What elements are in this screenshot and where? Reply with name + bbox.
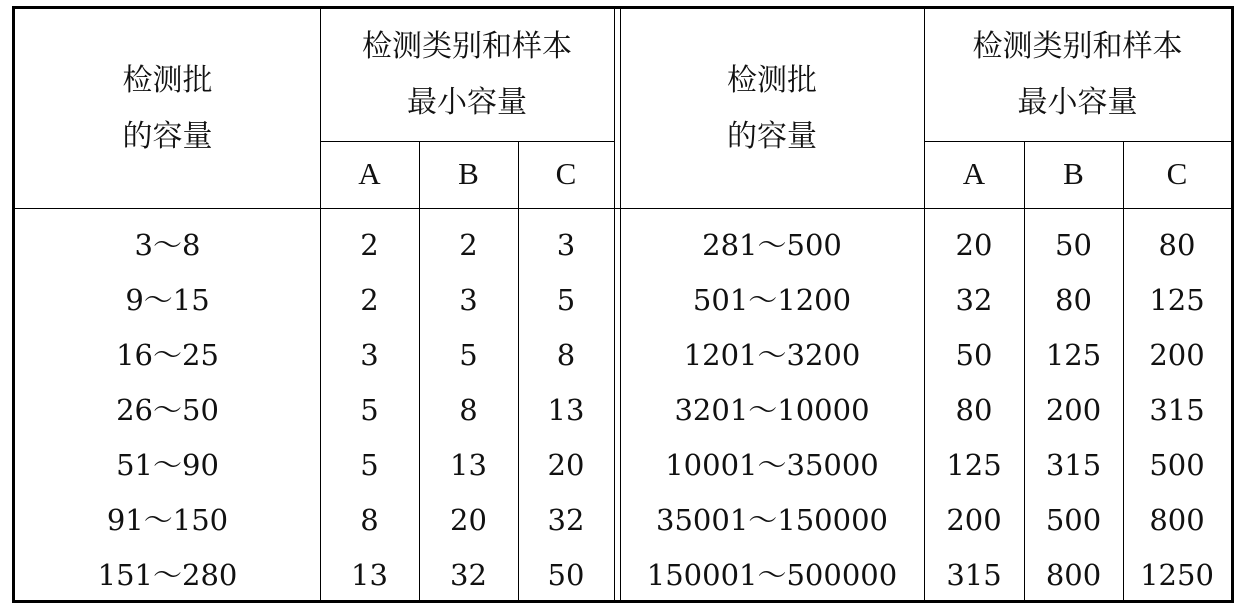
category-c-cell: 125 xyxy=(1149,283,1205,318)
batch-range-cell: 3201～10000 xyxy=(674,393,870,428)
category-c-cell: 200 xyxy=(1149,338,1205,373)
category-b-cell: 800 xyxy=(1045,558,1102,593)
category-a-cell: 315 xyxy=(946,558,1002,593)
batch-range-cell: 91～150 xyxy=(106,503,229,538)
category-b-cell: 50 xyxy=(1055,228,1092,263)
category-b-cell: 13 xyxy=(450,448,487,483)
header-text: 的容量 xyxy=(727,118,817,154)
double-divider xyxy=(614,9,615,600)
category-c-header: C xyxy=(1166,156,1188,192)
batch-size-header-left xyxy=(15,9,320,208)
category-a-cell: 125 xyxy=(946,448,1002,483)
batch-range-cell: 3～8 xyxy=(134,228,201,263)
category-b-cell: 500 xyxy=(1045,503,1102,538)
batch-range-cell: 1201～3200 xyxy=(683,338,861,373)
category-c-cell: 5 xyxy=(556,283,576,318)
category-b-cell: 80 xyxy=(1055,283,1092,318)
batch-range-cell: 281～500 xyxy=(702,228,842,263)
batch-range-cell: 35001～150000 xyxy=(656,503,888,538)
batch-range-cell: 150001～500000 xyxy=(646,558,898,593)
category-b-header: B xyxy=(1063,156,1084,192)
category-a-cell: 200 xyxy=(946,503,1002,538)
header-text: 最小容量 xyxy=(1017,85,1138,120)
category-a-cell: 2 xyxy=(360,283,379,318)
category-c-cell: 315 xyxy=(1149,393,1205,428)
batch-range-cell: 51～90 xyxy=(116,448,219,483)
batch-range-cell: 151～280 xyxy=(97,558,238,593)
category-a-cell: 80 xyxy=(955,393,993,428)
category-c-cell: 20 xyxy=(547,448,585,483)
header-text: 检测类别和样本 xyxy=(972,29,1183,64)
category-c-cell: 3 xyxy=(556,228,576,263)
category-b-cell: 3 xyxy=(459,283,478,318)
category-c-cell: 1250 xyxy=(1140,558,1214,593)
batch-range-cell: 10001～35000 xyxy=(665,448,879,483)
category-c-cell: 50 xyxy=(547,558,585,593)
category-b-cell: 20 xyxy=(450,503,487,538)
category-b-cell: 32 xyxy=(450,558,487,593)
category-a-cell: 50 xyxy=(955,338,993,373)
category-c-cell: 500 xyxy=(1149,448,1205,483)
category-b-cell: 315 xyxy=(1045,448,1102,483)
category-a-cell: 20 xyxy=(955,228,993,263)
category-c-cell: 80 xyxy=(1158,228,1196,263)
batch-range-cell: 501～1200 xyxy=(692,283,852,318)
category-b-cell: 200 xyxy=(1045,393,1102,428)
category-a-cell: 32 xyxy=(955,283,993,318)
category-b-cell: 2 xyxy=(459,228,478,263)
category-c-cell: 8 xyxy=(556,338,576,373)
category-a-cell: 5 xyxy=(360,393,379,428)
header-text: 的容量 xyxy=(122,118,213,154)
batch-size-header-right xyxy=(620,9,924,208)
category-a-cell: 3 xyxy=(360,338,379,373)
category-a-header: A xyxy=(358,156,381,192)
category-header-left xyxy=(320,9,614,141)
sampling-table xyxy=(12,6,1234,603)
category-a-header: A xyxy=(962,156,986,192)
header-text: 最小容量 xyxy=(407,85,527,120)
category-c-cell: 32 xyxy=(547,503,585,538)
category-b-cell: 8 xyxy=(459,393,478,428)
category-a-cell: 5 xyxy=(360,448,379,483)
category-a-cell: 13 xyxy=(351,558,388,593)
category-c-cell: 13 xyxy=(547,393,585,428)
batch-range-cell: 9～15 xyxy=(125,283,210,318)
header-text: 检测类别和样本 xyxy=(362,29,572,64)
header-text: 检测批 xyxy=(122,62,213,98)
category-a-cell: 2 xyxy=(360,228,379,263)
category-c-cell: 800 xyxy=(1149,503,1205,538)
header-divider xyxy=(15,208,1231,209)
category-c-header: C xyxy=(555,156,577,192)
batch-range-cell: 16～25 xyxy=(116,338,219,373)
category-header-right xyxy=(924,9,1231,141)
batch-range-cell: 26～50 xyxy=(116,393,219,428)
category-b-header: B xyxy=(458,156,479,192)
header-text: 检测批 xyxy=(727,62,817,98)
category-a-cell: 8 xyxy=(360,503,379,538)
category-b-cell: 125 xyxy=(1045,338,1102,373)
category-b-cell: 5 xyxy=(459,338,478,373)
